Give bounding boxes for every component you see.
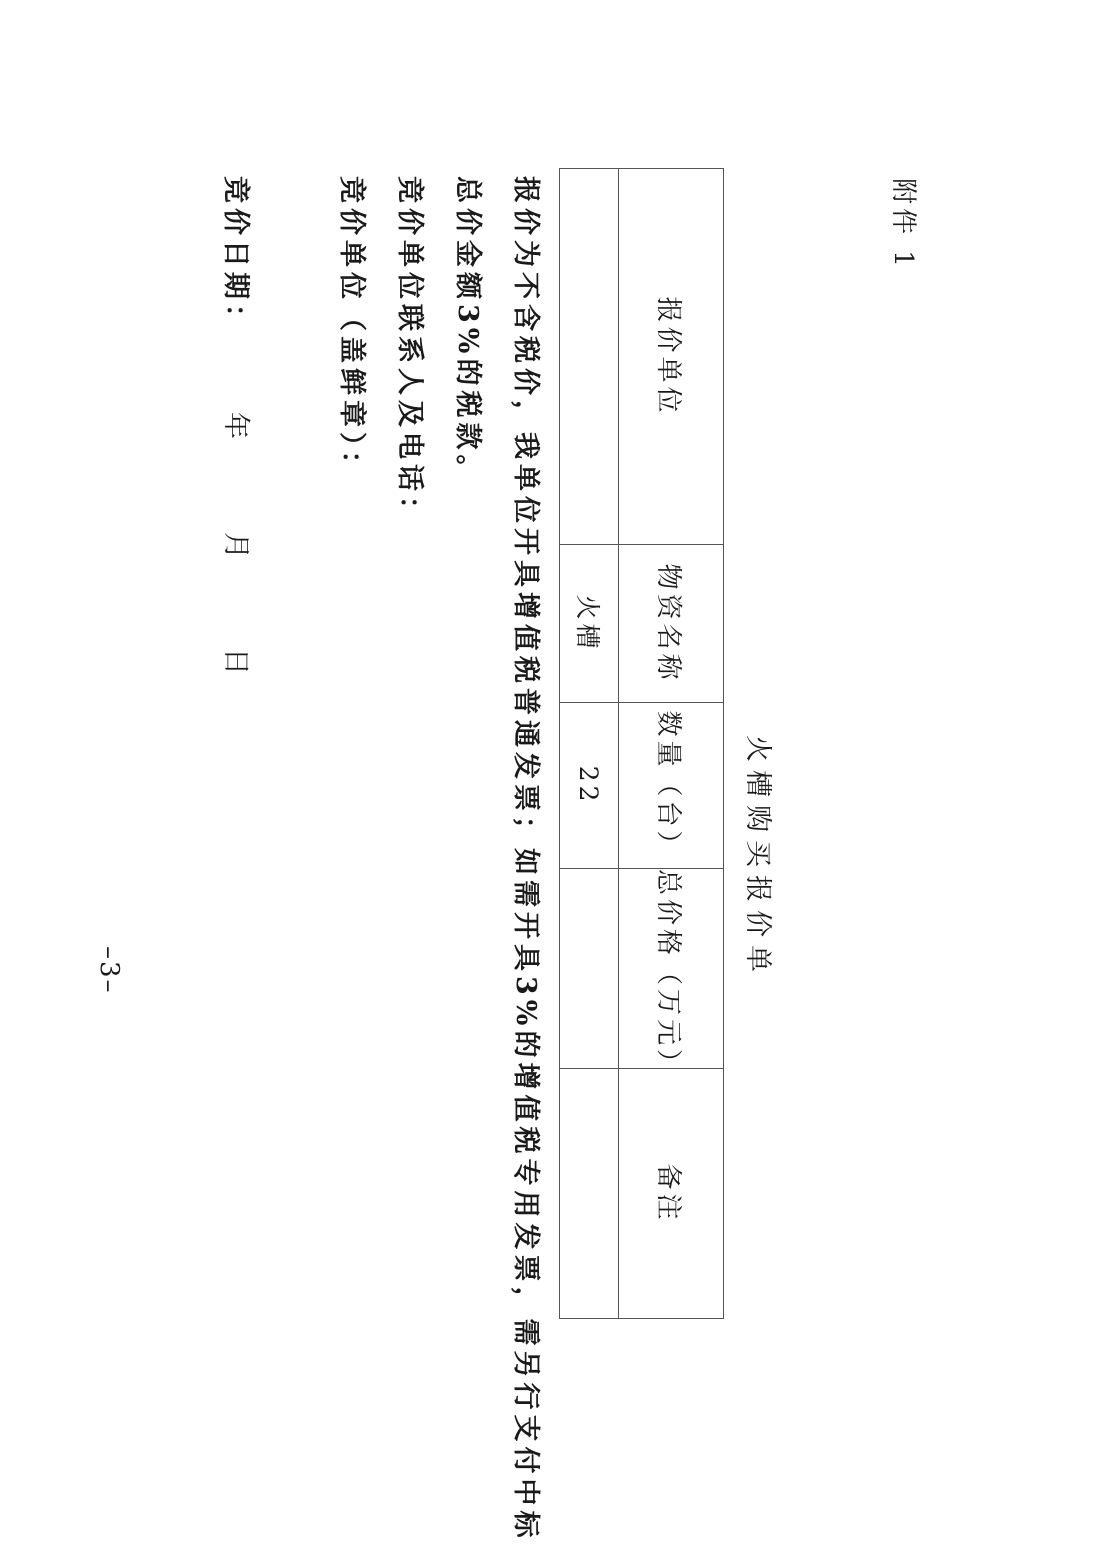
contact-label: 竞价单位联系人及电话： xyxy=(394,176,425,528)
cell-total-price xyxy=(560,869,619,1069)
tax-note: 报价为不含税价，我单位开具增值税普通发票；如需开具3%的增值税专用发票，需另行支付中标总价金额3%的税款。 xyxy=(452,176,541,1543)
cell-quantity: 22 xyxy=(560,703,619,869)
header-item-name: 物资名称 xyxy=(619,545,724,703)
date-year: 年 xyxy=(220,412,251,443)
form-title: 火槽购买报价单 xyxy=(742,735,773,980)
cell-remarks xyxy=(560,1069,619,1319)
date-label: 竞价日期： xyxy=(220,176,251,336)
page-number: –3– xyxy=(94,946,124,995)
header-quantity: 数量（台） xyxy=(619,703,724,869)
quote-table xyxy=(559,168,724,1319)
stamp-label: 竞价单位（盖鲜章）： xyxy=(336,176,367,483)
header-total-price: 总价格（万元） xyxy=(619,869,724,1069)
header-bidder: 报价单位 xyxy=(619,169,724,545)
date-day: 日 xyxy=(220,648,251,679)
cell-item-name: 火槽 xyxy=(560,545,619,703)
table-header-row xyxy=(619,169,724,1319)
attachment-label: 附件 1 xyxy=(888,178,918,271)
header-remarks: 备注 xyxy=(619,1069,724,1319)
cell-bidder xyxy=(560,169,619,545)
table-row xyxy=(560,169,619,1319)
date-month: 月 xyxy=(220,532,251,563)
